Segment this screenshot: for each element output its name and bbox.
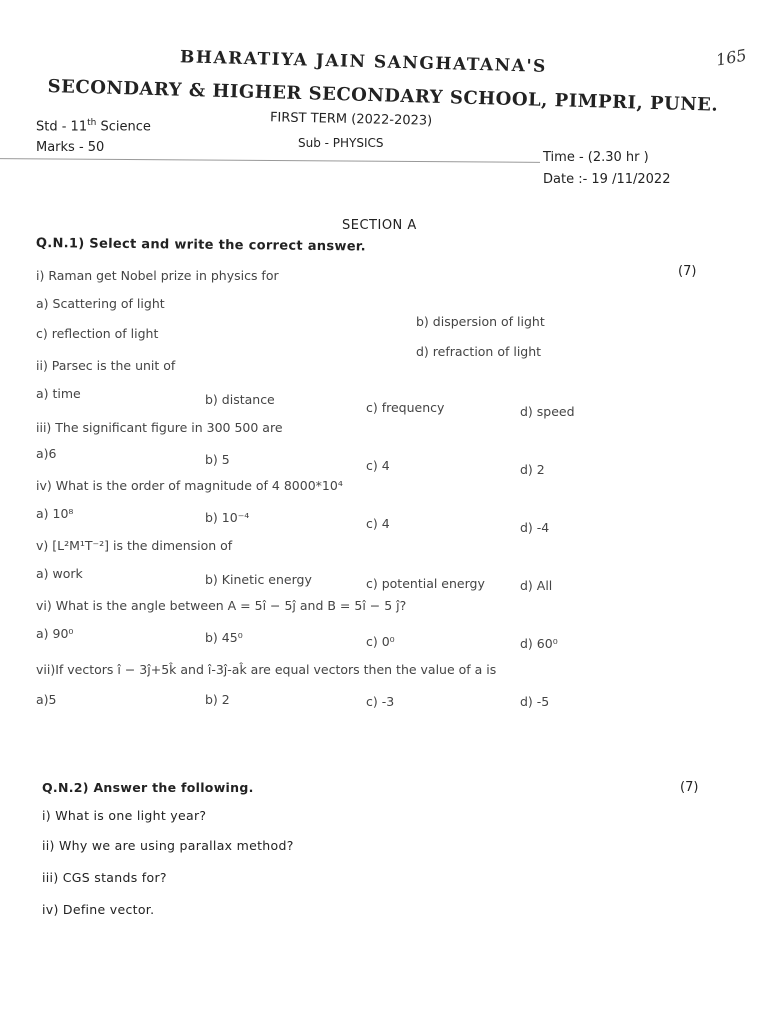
option-1-1-a: a) Scattering of light xyxy=(36,296,165,311)
question-2-4: iv) Define vector. xyxy=(42,902,155,917)
school-trust-name: BHARATIYA JAIN SANGHATANA'S xyxy=(179,47,548,77)
question-2-1: i) What is one light year? xyxy=(42,808,207,823)
header-divider xyxy=(0,158,540,163)
option-1-3-a: a)6 xyxy=(36,446,57,461)
question-2-3: iii) CGS stands for? xyxy=(42,870,167,885)
option-1-2-d: d) speed xyxy=(520,404,575,419)
question-1-3: iii) The significant figure in 300 500 are xyxy=(36,420,283,435)
qn1-marks: (7) xyxy=(678,264,697,279)
option-1-4-c: c) 4 xyxy=(366,516,390,531)
option-1-3-b: b) 5 xyxy=(205,452,230,467)
option-1-5-b: b) Kinetic energy xyxy=(205,572,312,587)
question-2-2: ii) Why we are using parallax method? xyxy=(42,838,294,853)
qn1-heading: Q.N.1) Select and write the correct answer. xyxy=(35,236,367,255)
option-1-2-a: a) time xyxy=(36,386,81,401)
option-1-6-b: b) 45⁰ xyxy=(205,630,243,645)
subject-label: Sub - PHYSICS xyxy=(298,136,384,150)
option-1-2-c: c) frequency xyxy=(366,400,445,415)
question-1-5: v) [L²M¹T⁻²] is the dimension of xyxy=(36,538,233,553)
school-name: SECONDARY & HIGHER SECONDARY SCHOOL, PIMPRI, PUNE. xyxy=(47,76,719,116)
option-1-6-d: d) 60⁰ xyxy=(520,636,558,651)
option-1-7-a: a)5 xyxy=(36,692,57,707)
question-1-1: i) Raman get Nobel prize in physics for xyxy=(36,268,279,283)
standard-label: Std - 11th Science xyxy=(36,118,151,135)
option-1-7-d: d) -5 xyxy=(520,694,550,709)
option-1-1-b: b) dispersion of light xyxy=(416,314,545,329)
question-1-6: vi) What is the angle between A = 5î − 5ĵ and B = 5î − 5 ĵ? xyxy=(36,598,407,613)
option-1-1-c: c) reflection of light xyxy=(36,326,159,341)
qn2-heading: Q.N.2) Answer the following. xyxy=(42,780,254,795)
option-1-1-d: d) refraction of light xyxy=(416,344,542,359)
marks-label: Marks - 50 xyxy=(36,140,105,155)
handwritten-page-number: 165 xyxy=(714,45,748,70)
option-1-7-b: b) 2 xyxy=(205,692,230,707)
qn2-marks: (7) xyxy=(680,780,699,795)
option-1-2-b: b) distance xyxy=(205,392,275,407)
option-1-5-d: d) All xyxy=(520,578,553,593)
option-1-4-d: d) -4 xyxy=(520,520,550,535)
option-1-7-c: c) -3 xyxy=(366,694,395,709)
time-label: Time - (2.30 hr ) xyxy=(543,150,649,165)
question-1-2: ii) Parsec is the unit of xyxy=(36,358,176,373)
option-1-3-c: c) 4 xyxy=(366,458,390,473)
option-1-6-a: a) 90⁰ xyxy=(36,626,74,641)
option-1-4-a: a) 10⁸ xyxy=(36,506,74,521)
option-1-6-c: c) 0⁰ xyxy=(366,634,395,649)
option-1-3-d: d) 2 xyxy=(520,462,545,477)
option-1-5-a: a) work xyxy=(36,566,83,581)
section-title: SECTION A xyxy=(342,218,417,233)
term-label: FIRST TERM (2022-2023) xyxy=(269,110,433,129)
question-1-7: vii)If vectors î − 3ĵ+5k̂ and î-3ĵ-ak̂ are equal vectors then the value of a is xyxy=(36,662,497,677)
option-1-4-b: b) 10⁻⁴ xyxy=(205,510,250,525)
date-label: Date :- 19 /11/2022 xyxy=(543,172,671,187)
question-1-4: iv) What is the order of magnitude of 4 8000*10⁴ xyxy=(36,478,343,493)
option-1-5-c: c) potential energy xyxy=(366,576,485,591)
